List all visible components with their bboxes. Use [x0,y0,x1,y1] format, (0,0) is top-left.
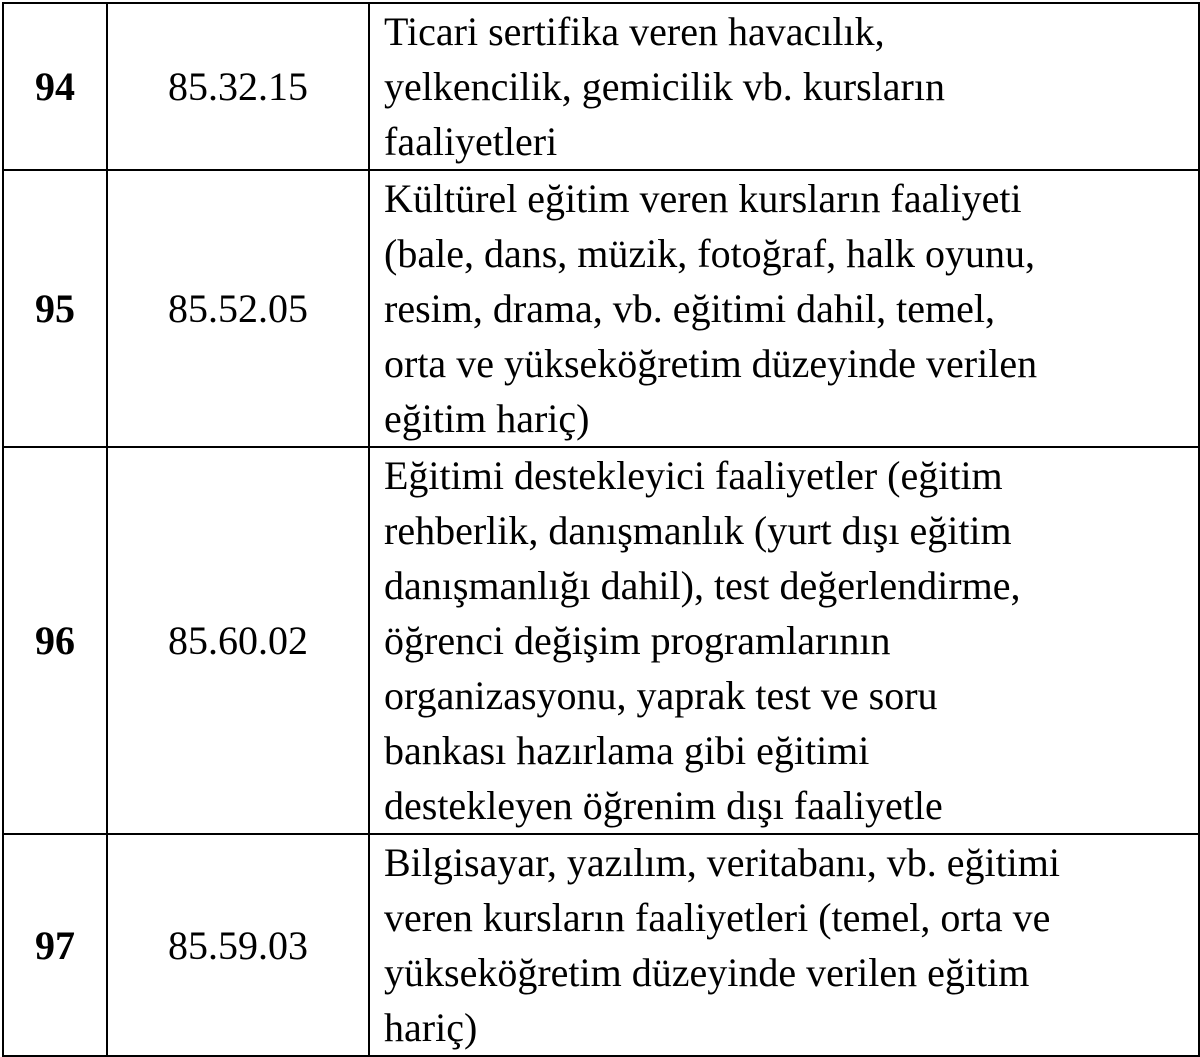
table-row [3,834,1199,1056]
row-number: 95 [3,170,107,447]
description-line: yükseköğretim düzeyinde verilen eğitim [384,950,1030,995]
description-line: Eğitimi destekleyici faaliyetler (eğitim [384,453,1003,498]
activity-description [369,170,1199,447]
description-line: orta ve yükseköğretim düzeyinde verilen [384,341,1038,386]
activity-code: 85.52.05 [107,170,369,447]
activity-code-table [2,2,1200,1057]
description-line: yelkencilik, gemicilik vb. kursların [384,64,945,109]
description-line: Kültürel eğitim veren kursların faaliyeti [384,176,1022,221]
description-line: organizasyonu, yaprak test ve soru [384,673,938,718]
description-line: veren kursların faaliyetleri (temel, orta ve [384,895,1051,940]
activity-code: 85.60.02 [107,447,369,834]
description-line: rehberlik, danışmanlık (yurt dışı eğitim [384,508,1012,553]
description-line: bankası hazırlama gibi eğitimi [384,728,870,773]
activity-description [369,834,1199,1056]
description-line: hariç) [384,1005,478,1050]
description-line: öğrenci değişim programlarının [384,618,891,663]
description-line: Bilgisayar, yazılım, veritabanı, vb. eğitimi [384,840,1061,885]
table-row [3,3,1199,170]
description-line: Ticari sertifika veren havacılık, [384,9,885,54]
row-number: 97 [3,834,107,1056]
description-line: faaliyetleri [384,119,558,164]
description-line: eğitim hariç) [384,396,590,441]
row-number: 94 [3,3,107,170]
description-line: destekleyen öğrenim dışı faaliyetle [384,783,943,828]
activity-code: 85.59.03 [107,834,369,1056]
table-row [3,447,1199,834]
description-line: danışmanlığı dahil), test değerlendirme, [384,563,1021,608]
row-number: 96 [3,447,107,834]
description-line: (bale, dans, müzik, fotoğraf, halk oyunu, [384,231,1035,276]
activity-description [369,3,1199,170]
activity-code: 85.32.15 [107,3,369,170]
activity-description [369,447,1199,834]
description-line: resim, drama, vb. eğitimi dahil, temel, [384,286,995,331]
table-row [3,170,1199,447]
